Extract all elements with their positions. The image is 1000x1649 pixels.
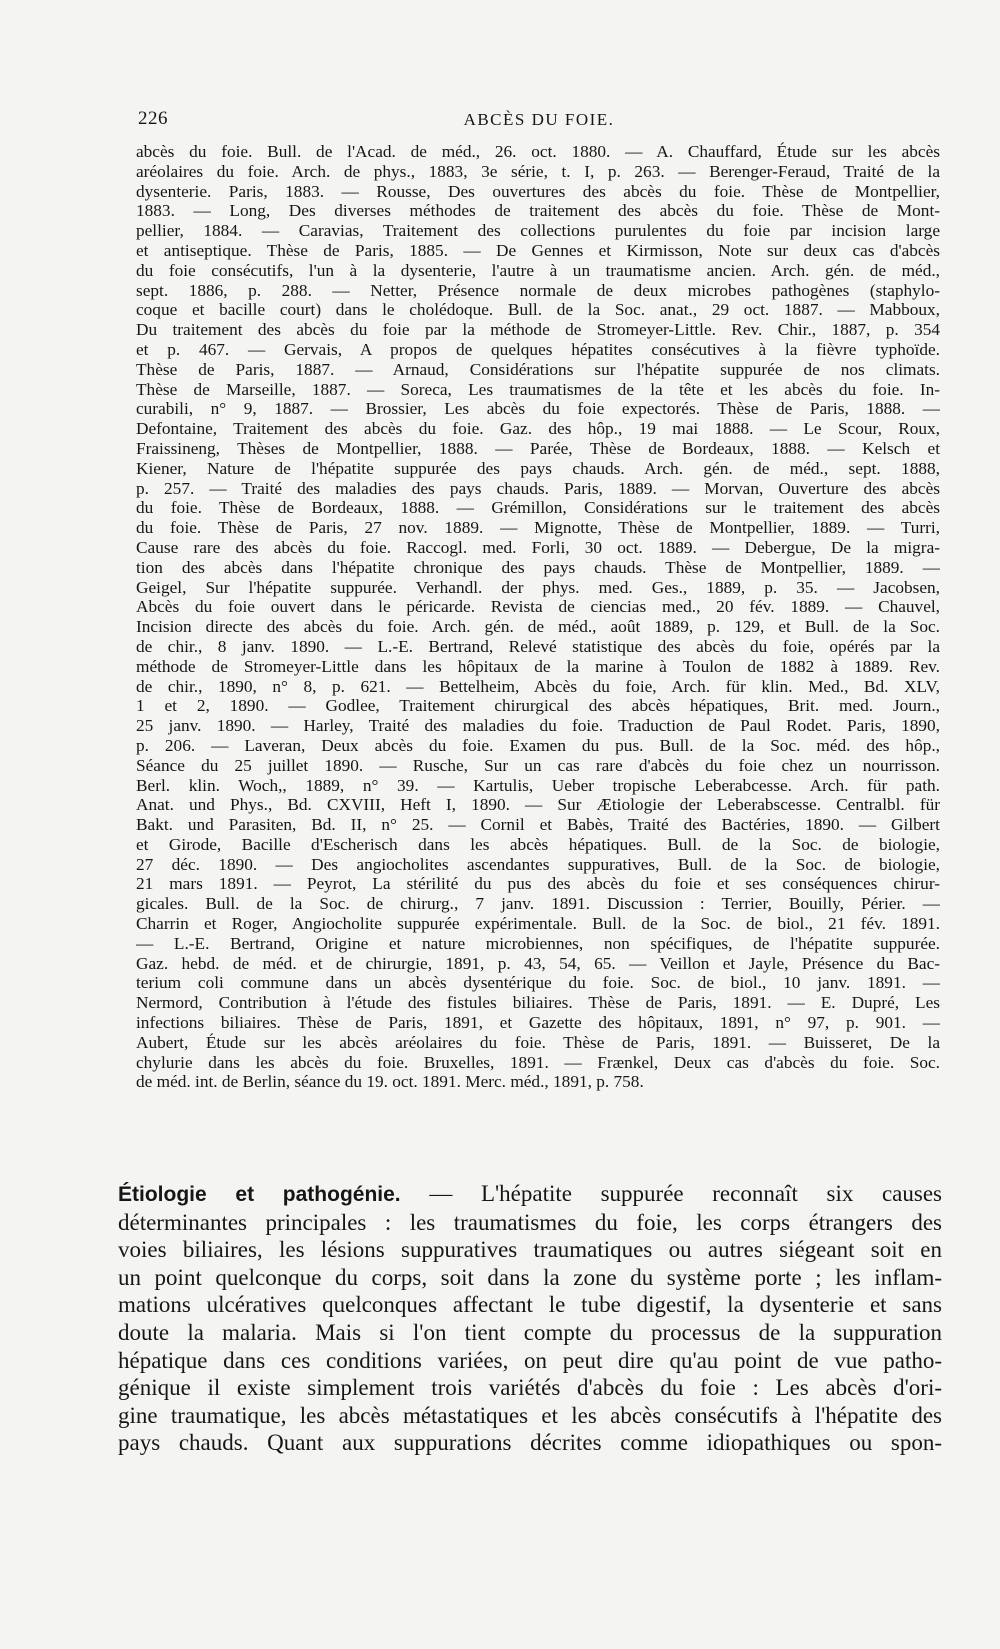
bibliography-line: sept. 1886, p. 288. — Netter, Présence normale de deux microbes pathogènes (staphylo-	[136, 280, 940, 300]
bibliography-line: pellier, 1884. — Caravias, Traitement des collections purulentes du foie par incision large	[136, 221, 940, 241]
bibliography-line: 1883. — Long, Des diverses méthodes de traitement des abcès du foie. Thèse de Mont-	[136, 201, 940, 221]
body-line: déterminantes principales : les traumatismes du foie, les corps étrangers des	[118, 1209, 942, 1235]
bibliography-line: Kiener, Nature de l'hépatite suppurée des pays chauds. Arch. gén. de méd., sept. 1888,	[136, 458, 940, 478]
bibliography-line: et p. 467. — Gervais, A propos de quelques hépatites consécutives à la fièvre typhoïde.	[136, 339, 940, 359]
bibliography-line: de chir., 8 janv. 1890. — L.-E. Bertrand, Relevé statistique des abcès du foie, opérés par la	[136, 636, 940, 656]
bibliography-line: Aubert, Étude sur les abcès aréolaires du foie. Thèse de Paris, 1891. — Buisseret, De la	[136, 1032, 940, 1052]
bibliography-line: coque et bacille court) dans le cholédoque. Bull. de la Soc. anat., 29 oct. 1887. — Mabboux,	[136, 300, 940, 320]
bibliography-line: du foie. Thèse de Bordeaux, 1888. — Grémillon, Considérations sur le traitement des abcès	[136, 498, 940, 518]
body-line: un point quelconque du corps, soit dans la zone du système porte ; les inflam-	[118, 1264, 942, 1290]
bibliography-line: Thèse de Paris, 1887. — Arnaud, Considérations sur l'hépatite suppurée de nos climats.	[136, 359, 940, 379]
bibliography-line: 21 mars 1891. — Peyrot, La stérilité du pus des abcès du foie et ses conséquences chirur-	[136, 874, 940, 894]
bibliography-line: p. 257. — Traité des maladies des pays chauds. Paris, 1889. — Morvan, Ouverture des abcès	[136, 478, 940, 498]
bibliography-line: de méd. int. de Berlin, séance du 19. oct. 1891. Merc. méd., 1891, p. 758.	[136, 1072, 644, 1092]
body-line: voies biliaires, les lésions suppuratives traumatiques ou autres siégeant soit en	[118, 1237, 942, 1263]
bibliography-line: Thèse de Marseille, 1887. — Soreca, Les traumatismes de la tête et les abcès du foie. In-	[136, 379, 940, 399]
page-number: 226	[138, 108, 168, 129]
bibliography-line: Anat. und Phys., Bd. CXVIII, Heft I, 1890. — Sur Ætiologie der Leberabscesse. Centralbl. für	[136, 795, 940, 815]
body-line: gine traumatique, les abcès métastatiques et les abcès consécutifs à l'hépatite des	[118, 1402, 942, 1428]
bibliography-line: p. 206. — Laveran, Deux abcès du foie. Examen du pus. Bull. de la Soc. méd. des hôp.,	[136, 735, 940, 755]
bibliography-line: terium coli commune dans un abcès dysentérique du foie. Soc. de biol., 10 janv. 1891. —	[136, 973, 940, 993]
body-line: doute la malaria. Mais si l'on tient compte du processus de la suppuration	[118, 1319, 942, 1345]
bibliography-block	[136, 142, 940, 1092]
bibliography-line: 25 janv. 1890. — Harley, Traité des maladies du foie. Traduction de Paul Rodet. Paris, 1890,	[136, 716, 940, 736]
bibliography-line: Gaz. hebd. de méd. et de chirurgie, 1891, p. 43, 54, 65. — Veillon et Jayle, Présence du Bac-	[136, 953, 940, 973]
bibliography-line: curabili, n° 9, 1887. — Brossier, Les abcès du foie expectorés. Thèse de Paris, 1888. —	[136, 399, 940, 419]
bibliography-line: — L.-E. Bertrand, Origine et nature microbiennes, non spécifiques, de l'hépatite suppurée.	[136, 933, 940, 953]
bibliography-line: Cause rare des abcès du foie. Raccogl. med. Forli, 30 oct. 1889. — Debergue, De la migra-	[136, 537, 940, 557]
section-first-line	[118, 1180, 942, 1209]
bibliography-line: Séance du 25 juillet 1890. — Rusche, Sur un cas rare d'abcès du foie chez un nourrisson.	[136, 755, 940, 775]
bibliography-line: aréolaires du foie. Arch. de phys., 1883, 3e série, t. I, p. 263. — Berenger-Feraud, Traité de la	[136, 161, 940, 181]
bibliography-line: du foie consécutifs, l'un à la dysenterie, l'autre à un traumatisme ancien. Arch. gén. de méd.,	[136, 260, 940, 280]
bibliography-line: Incision directe des abcès du foie. Arch. gén. de méd., août 1889, p. 129, et Bull. de la Soc.	[136, 617, 940, 637]
bibliography-line: Du traitement des abcès du foie par la méthode de Stromeyer-Little. Rev. Chir., 1887, p. 354	[136, 320, 940, 340]
bibliography-line: chylurie dans les abcès du foie. Bruxelles, 1891. — Frænkel, Deux cas d'abcès du foie. Soc.	[136, 1052, 940, 1072]
bibliography-line: 27 déc. 1890. — Des angiocholites ascendantes suppuratives, Bull. de la Soc. de biologie,	[136, 854, 940, 874]
bibliography-line: tion des abcès dans l'hépatite chronique des pays chauds. Thèse de Montpellier, 1889. —	[136, 557, 940, 577]
body-line: génique il existe simplement trois variétés d'abcès du foie : Les abcès d'ori-	[118, 1375, 942, 1401]
bibliography-line: Bakt. und Parasiten, Bd. II, n° 25. — Cornil et Babès, Traité des Bactéries, 1890. — Gilbert	[136, 815, 940, 835]
section-heading: Étiologie et pathogénie.	[118, 1183, 401, 1206]
bibliography-line: Nermord, Contribution à l'étude des fistules biliaires. Thèse de Paris, 1891. — E. Dupré, Les	[136, 993, 940, 1013]
bibliography-line: Abcès du foie ouvert dans le péricarde. Revista de ciencias med., 20 fév. 1889. — Chauvel,	[136, 597, 940, 617]
bibliography-line: et antiseptique. Thèse de Paris, 1885. — De Gennes et Kirmisson, Note sur deux cas d'abcès	[136, 240, 940, 260]
running-title: ABCÈS DU FOIE.	[463, 110, 615, 129]
body-line: mations ulcératives quelconques affectant le tube digestif, la dysenterie et sans	[118, 1292, 942, 1318]
body-line: hépatique dans ces conditions variées, on peut dire qu'au point de vue patho-	[118, 1347, 942, 1373]
page-header	[138, 108, 940, 138]
bibliography-line: méthode de Stromeyer-Little dans les hôpitaux de la marine à Toulon de 1882 à 1889. Rev.	[136, 656, 940, 676]
bibliography-line: du foie. Thèse de Paris, 27 nov. 1889. — Mignotte, Thèse de Montpellier, 1889. — Turri,	[136, 518, 940, 538]
bibliography-line: infections biliaires. Thèse de Paris, 1891, et Gazette des hôpitaux, 1891, n° 97, p. 901. —	[136, 1013, 940, 1033]
bibliography-line: abcès du foie. Bull. de l'Acad. de méd., 26. oct. 1880. — A. Chauffard, Étude sur les abcès	[136, 142, 940, 161]
bibliography-line: Defontaine, Traitement des abcès du foie. Gaz. des hôp., 19 mai 1888. — Le Scour, Roux,	[136, 419, 940, 439]
bibliography-line: gicales. Bull. de la Soc. de chirurg., 7 janv. 1891. Discussion : Terrier, Bouilly, Périer. —	[136, 894, 940, 914]
body-line: pays chauds. Quant aux suppurations décrites comme idiopathiques ou spon-	[118, 1430, 942, 1456]
bibliography-line: et Girode, Bacille d'Escherisch dans les abcès hépatiques. Bull. de la Soc. de biologie,	[136, 834, 940, 854]
bibliography-line: Geigel, Sur l'hépatite suppurée. Verhandl. der phys. med. Ges., 1889, p. 35. — Jacobsen,	[136, 577, 940, 597]
bibliography-line: Berl. klin. Woch,, 1889, n° 39. — Kartulis, Ueber tropische Leberabcesse. Arch. für path.	[136, 775, 940, 795]
etiology-section	[118, 1180, 942, 1457]
bibliography-line: Charrin et Roger, Angiocholite suppurée expérimentale. Bull. de la Soc. de biol., 21 fév. 1891.	[136, 914, 940, 934]
section-first-line-text: — L'hépatite suppurée reconnaît six causes	[429, 1181, 942, 1206]
bibliography-line: Fraissineng, Thèses de Montpellier, 1888. — Parée, Thèse de Bordeaux, 1888. — Kelsch et	[136, 438, 940, 458]
bibliography-line: dysenterie. Paris, 1883. — Rousse, Des ouvertures des abcès du foie. Thèse de Montpellier,	[136, 181, 940, 201]
bibliography-line: 1 et 2, 1890. — Godlee, Traitement chirurgical des abcès hépatiques, Brit. med. Journ.,	[136, 696, 940, 716]
bibliography-line: de chir., 1890, n° 8, p. 621. — Bettelheim, Abcès du foie, Arch. für klin. Med., Bd. XLV,	[136, 676, 940, 696]
